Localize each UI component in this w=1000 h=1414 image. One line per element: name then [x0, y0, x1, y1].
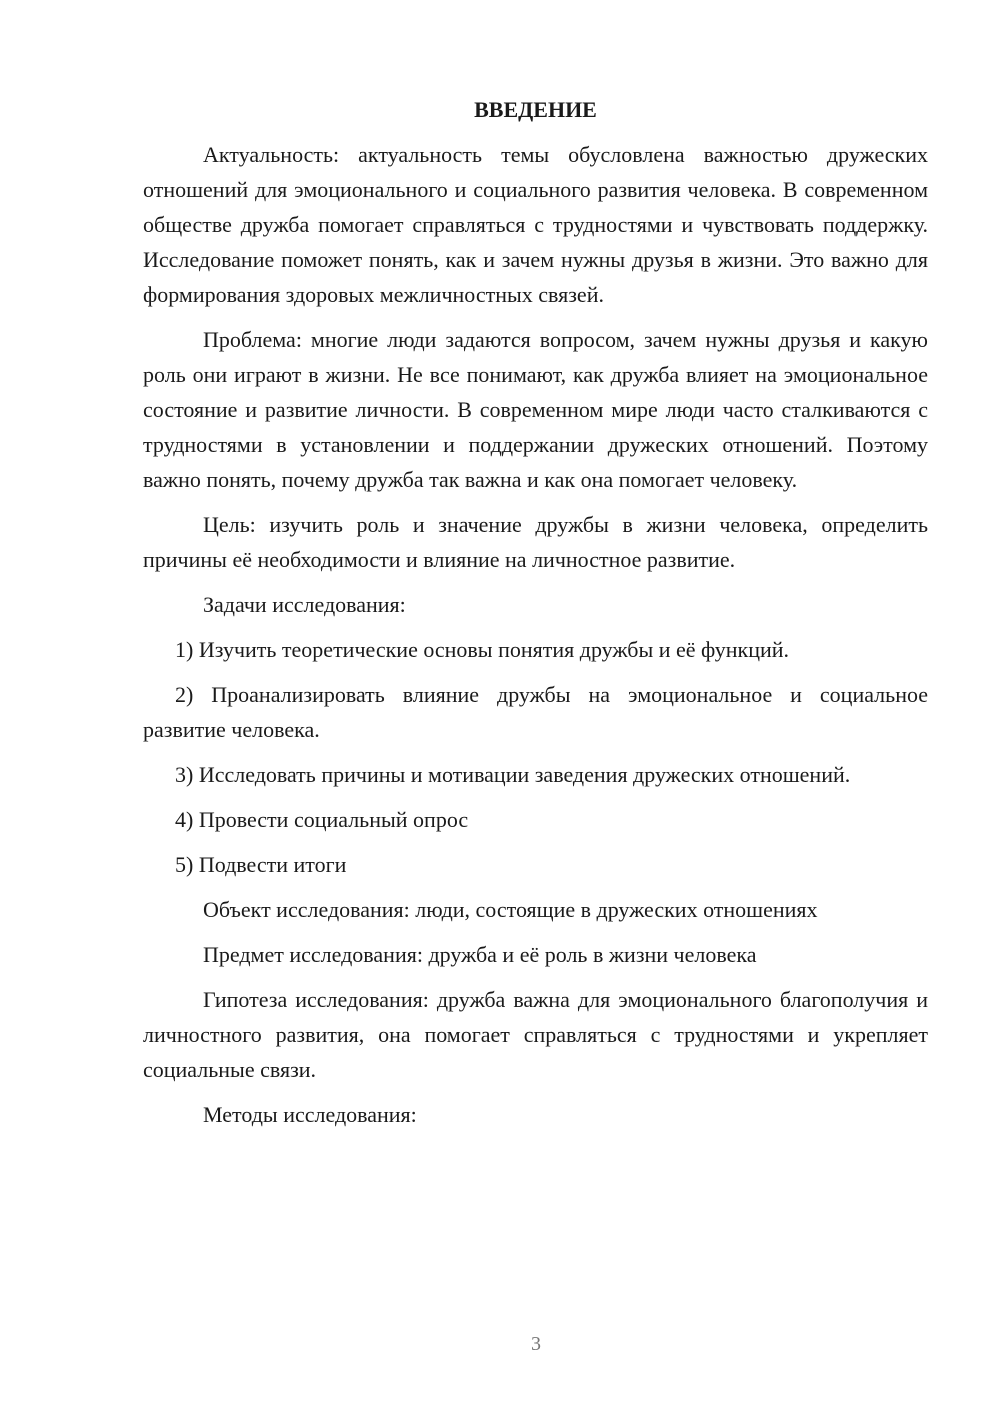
document-page: [143, 92, 928, 1142]
tasks-heading: Задачи исследования:: [203, 592, 406, 617]
problem-paragraph: Проблема: многие люди задаются вопросом, зачем нужны друзья и какую роль они играют в жизни. Не все понимают, как дружба влияет на эмоциональное состояние и развитие личности. В современном мире люди часто сталкиваются с трудностями в установлении и поддержании дружеских отношений. Поэтому важно понять, почему дружба так важна и как она помогает человеку.: [143, 327, 928, 492]
object-paragraph: Объект исследования: люди, состоящие в дружеских отношениях: [203, 897, 818, 922]
subject-paragraph: Предмет исследования: дружба и её роль в жизни человека: [203, 942, 757, 967]
goal-paragraph: Цель: изучить роль и значение дружбы в жизни человека, определить причины её необходимости и влияние на личностное развитие.: [143, 512, 928, 572]
task-item: 1) Изучить теоретические основы понятия дружбы и её функций.: [175, 637, 790, 662]
task-item: 2) Проанализировать влияние дружбы на эмоциональное и социальное развитие человека.: [143, 682, 928, 742]
section-title: ВВЕДЕНИЕ: [474, 97, 597, 122]
task-item: 5) Подвести итоги: [175, 852, 347, 877]
page-number: 3: [531, 1333, 541, 1355]
task-item: 4) Провести социальный опрос: [175, 807, 469, 832]
relevance-paragraph: Актуальность: актуальность темы обусловлена важностью дружеских отношений для эмоционального и социального развития человека. В современном обществе дружба помогает справляться с трудностями и чувствовать поддержку. Исследование поможет понять, как и зачем нужны друзья в жизни. Это важно для формирования здоровых межличностных связей.: [143, 142, 928, 307]
methods-heading: Методы исследования:: [203, 1102, 417, 1127]
task-item: 3) Исследовать причины и мотивации заведения дружеских отношений.: [175, 762, 851, 787]
hypothesis-paragraph: Гипотеза исследования: дружба важна для эмоционального благополучия и личностного развития, она помогает справляться с трудностями и укрепляет социальные связи.: [143, 987, 928, 1082]
